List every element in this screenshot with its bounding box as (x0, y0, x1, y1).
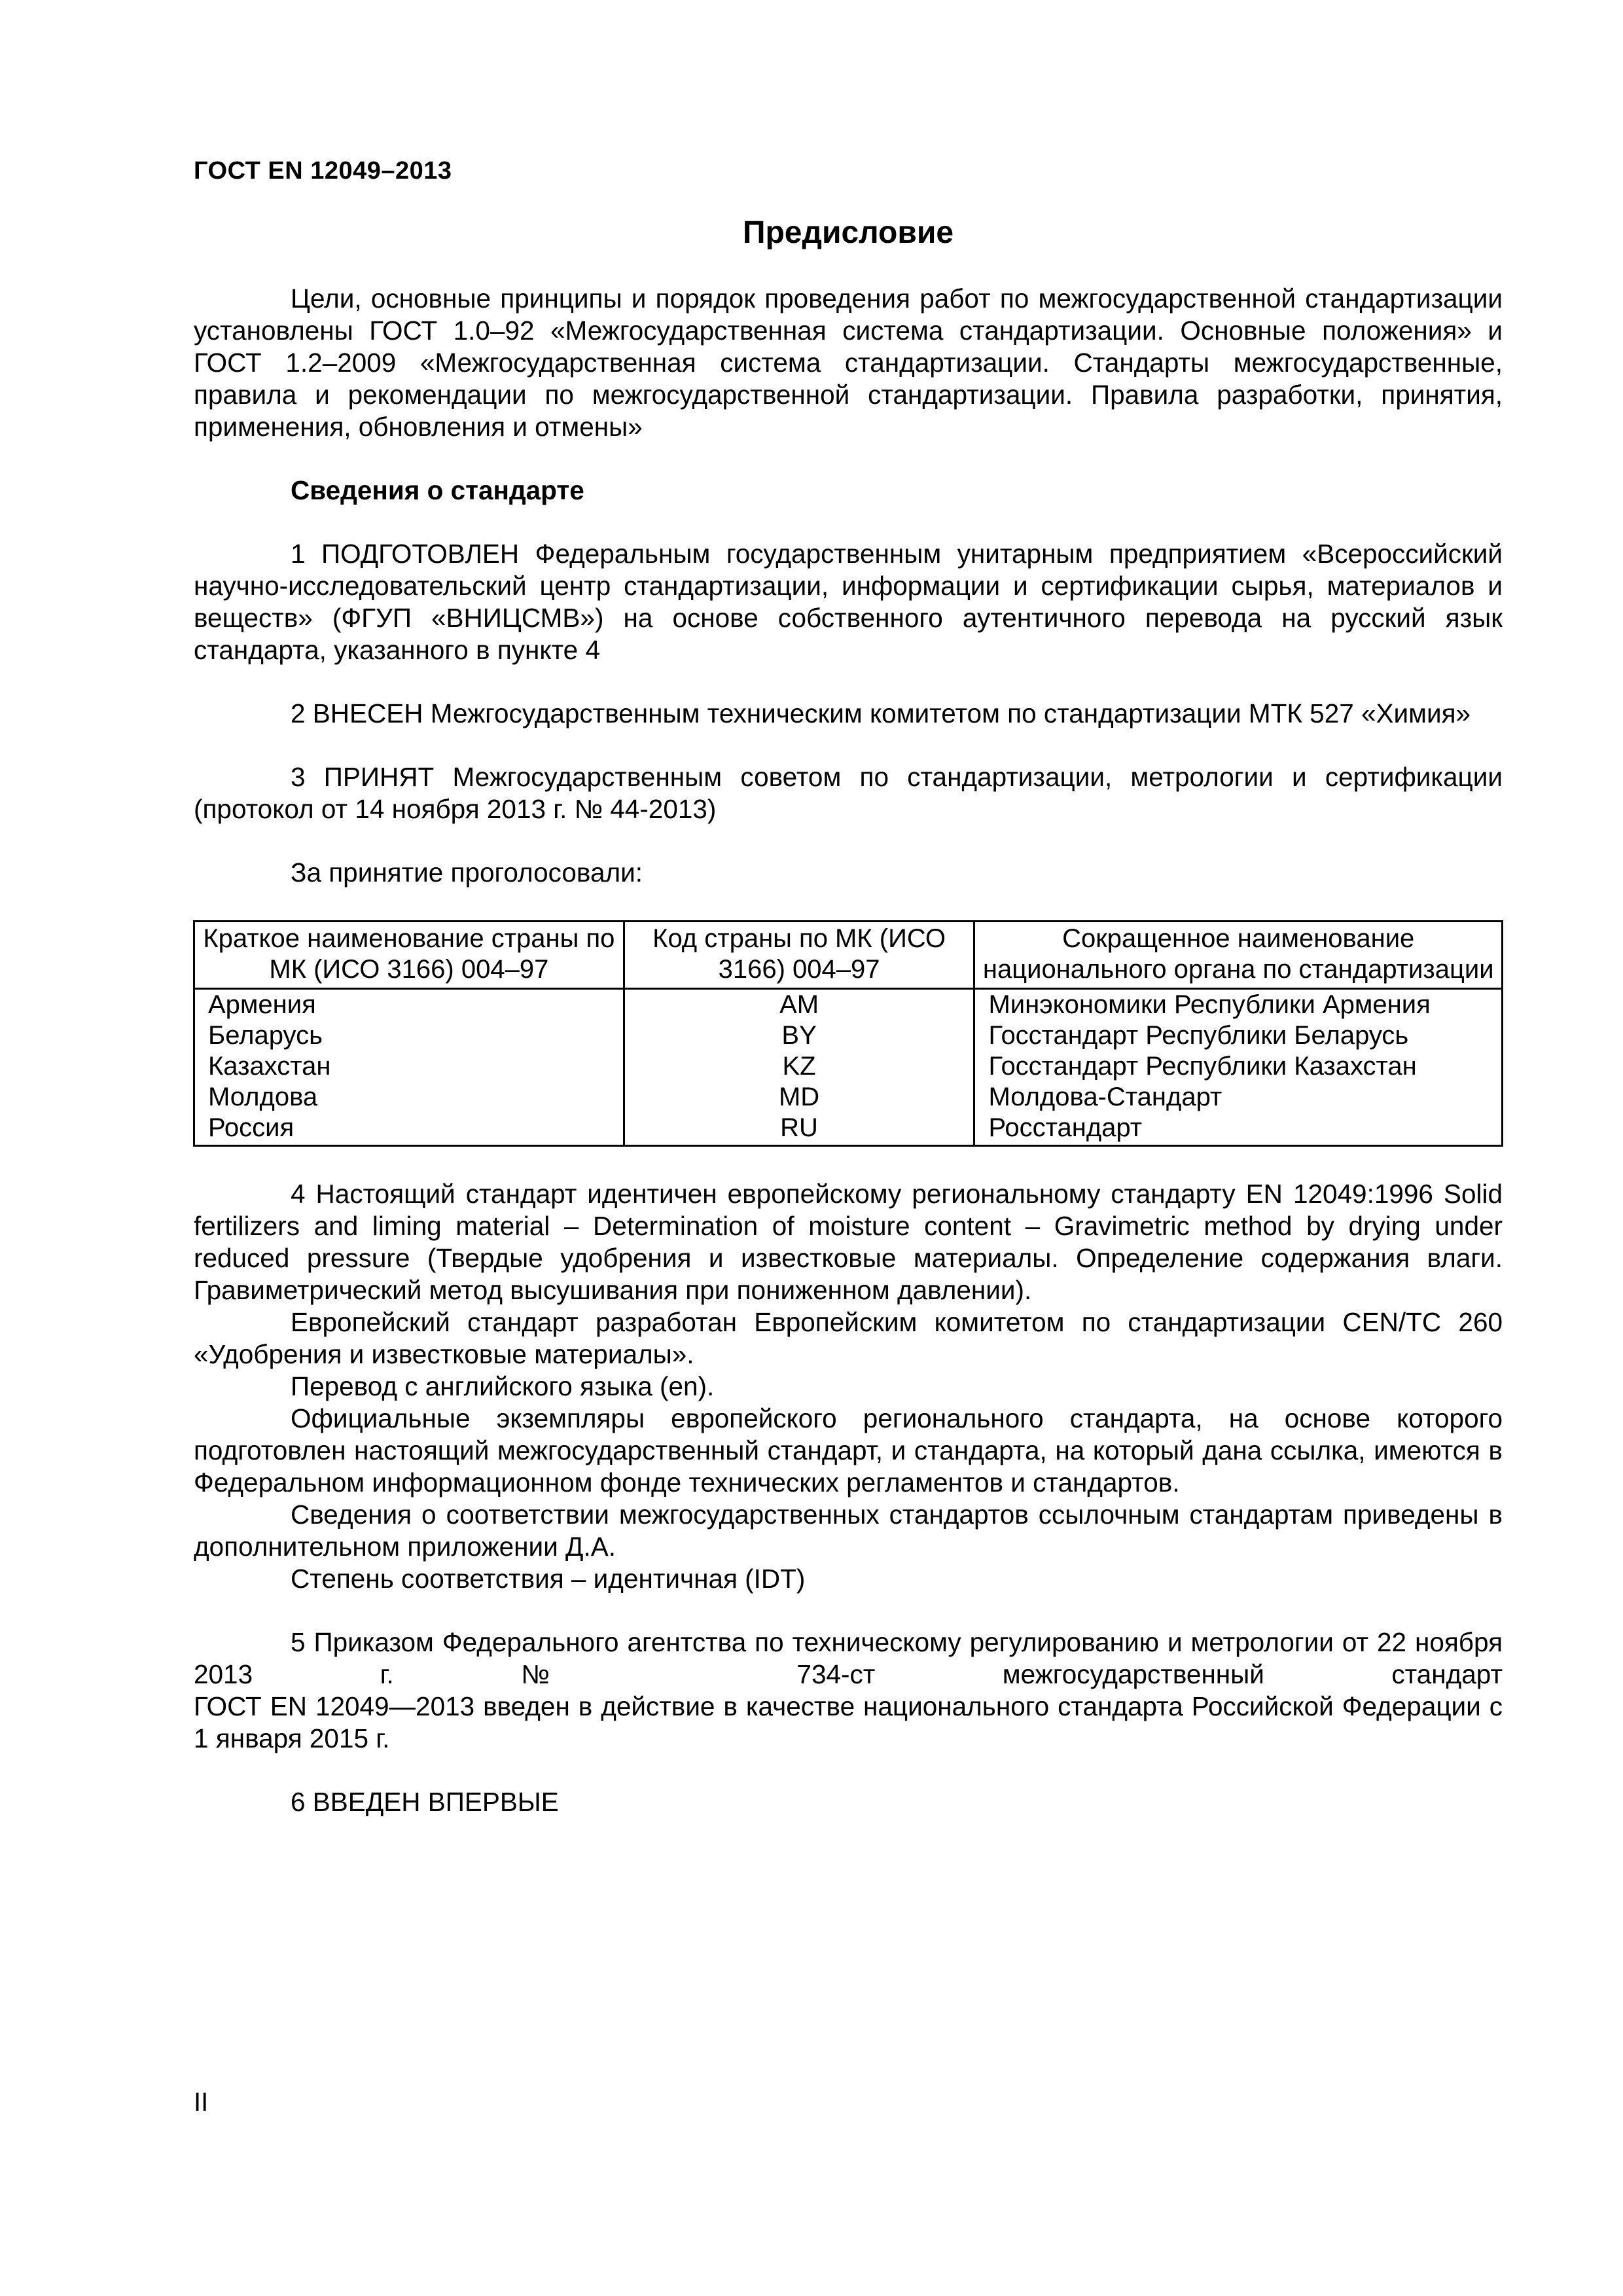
item-4-official-copies: Официальные экземпляры европейского регионального стандарта, на основе которого подготовлен настоящий межгосударственный стандарт, и стандарта, на который дана ссылка, имеются в Федеральном информационном фонде технических регламентов и стандартов. (194, 1403, 1503, 1498)
table-header-row (194, 922, 1503, 989)
code-cell: MD (624, 1082, 974, 1113)
item-4-degree-of-correspondence: Степень соответствия – идентичная (IDT) (291, 1564, 806, 1594)
item-5-order-line1: 5 Приказом Федерального агентства по техническому регулированию и метрологии от 22 ноября 2013 г. № 734-ст межгосударственный стандарт (194, 1627, 1503, 1689)
country-cell: Армения (194, 989, 624, 1021)
item-4-translation: Перевод с английского языка (en). (291, 1371, 715, 1401)
header-country-code: Код страны по МК (ИСО 3166) 004–97 (624, 922, 974, 989)
item-4-appendix-reference: Сведения о соответствии межгосударственных стандартов ссылочным стандартам приведены в дополнительном приложении Д.А. (194, 1499, 1503, 1562)
intro-paragraph: Цели, основные принципы и порядок проведения работ по межгосударственной стандартизации установлены ГОСТ 1.0–92 «Межгосударственная система стандартизации. Основные положения» и ГОСТ 1.2–2009 «Межгосударственная система стандартизации. Стандарты межгосударственные, правила и рекомендации по межгосударственной стандартизации. Правила разработки, принятия, применения, обновления и отмены» (194, 283, 1503, 442)
item-5-order-line2: ГОСТ EN 12049—2013 введен в действие в качестве национального стандарта Российской Федерации с 1 января 2015 г. (194, 1691, 1503, 1753)
code-cell: RU (624, 1113, 974, 1146)
body-cell: Госстандарт Республики Казахстан (974, 1051, 1503, 1082)
country-cell: Казахстан (194, 1051, 624, 1082)
vote-intro: За принятие проголосовали: (291, 857, 643, 888)
table-row (194, 989, 1503, 1021)
code-cell: KZ (624, 1051, 974, 1082)
header-country-name: Краткое наименование страны по МК (ИСО 3166) 004–97 (194, 922, 624, 989)
item-4-cen-committee: Европейский стандарт разработан Европейским комитетом по стандартизации CEN/TC 260 «Удобрения и известковые материалы». (194, 1307, 1503, 1369)
table-row (194, 1113, 1503, 1146)
page-title: Предисловие (742, 215, 954, 250)
header-national-body: Сокращенное наименование национального органа по стандартизации (974, 922, 1503, 989)
table-row (194, 1082, 1503, 1113)
voting-countries-table (193, 920, 1503, 1147)
item-3-adopted: 3 ПРИНЯТ Межгосударственным советом по стандартизации, метрологии и сертификации (протокол от 14 ноября 2013 г. № 44-2013) (194, 762, 1503, 824)
country-cell: Молдова (194, 1082, 624, 1113)
standard-info-heading: Сведения о стандарте (291, 475, 584, 505)
document-designation: ГОСТ EN 12049–2013 (194, 157, 452, 185)
body-cell: Минэкономики Республики Армения (974, 989, 1503, 1021)
country-cell: Россия (194, 1113, 624, 1146)
country-cell: Беларусь (194, 1020, 624, 1051)
body-cell: Молдова-Стандарт (974, 1082, 1503, 1113)
table-row (194, 1051, 1503, 1082)
code-cell: BY (624, 1020, 974, 1051)
body-cell: Госстандарт Республики Беларусь (974, 1020, 1503, 1051)
item-6-first-introduced: 6 ВВЕДЕН ВПЕРВЫЕ (291, 1787, 559, 1817)
body-cell: Росстандарт (974, 1113, 1503, 1146)
item-4-identity: 4 Настоящий стандарт идентичен европейскому региональному стандарту EN 12049:1996 Solid fertilizers and liming material – Determination of moisture content – Gravimetric method by drying under reduced pressure (Твердые удобрения и известковые материалы. Определение содержания влаги. Гравиметрический метод высушивания при пониженном давлении). (194, 1179, 1503, 1305)
code-cell: AM (624, 989, 974, 1021)
item-1-prepared: 1 ПОДГОТОВЛЕН Федеральным государственным унитарным предприятием «Всероссийский научно-исследовательский центр стандартизации, информации и сертификации сырья, материалов и веществ» (ФГУП «ВНИЦСМВ») на основе собственного аутентичного перевода на русский язык стандарта, указанного в пункте 4 (194, 539, 1503, 665)
foreword-body (194, 283, 1503, 1818)
item-2-introduced: 2 ВНЕСЕН Межгосударственным техническим комитетом по стандартизации МТК 527 «Химия» (291, 698, 1471, 728)
table-row (194, 1020, 1503, 1051)
page-number: II (194, 2088, 209, 2117)
